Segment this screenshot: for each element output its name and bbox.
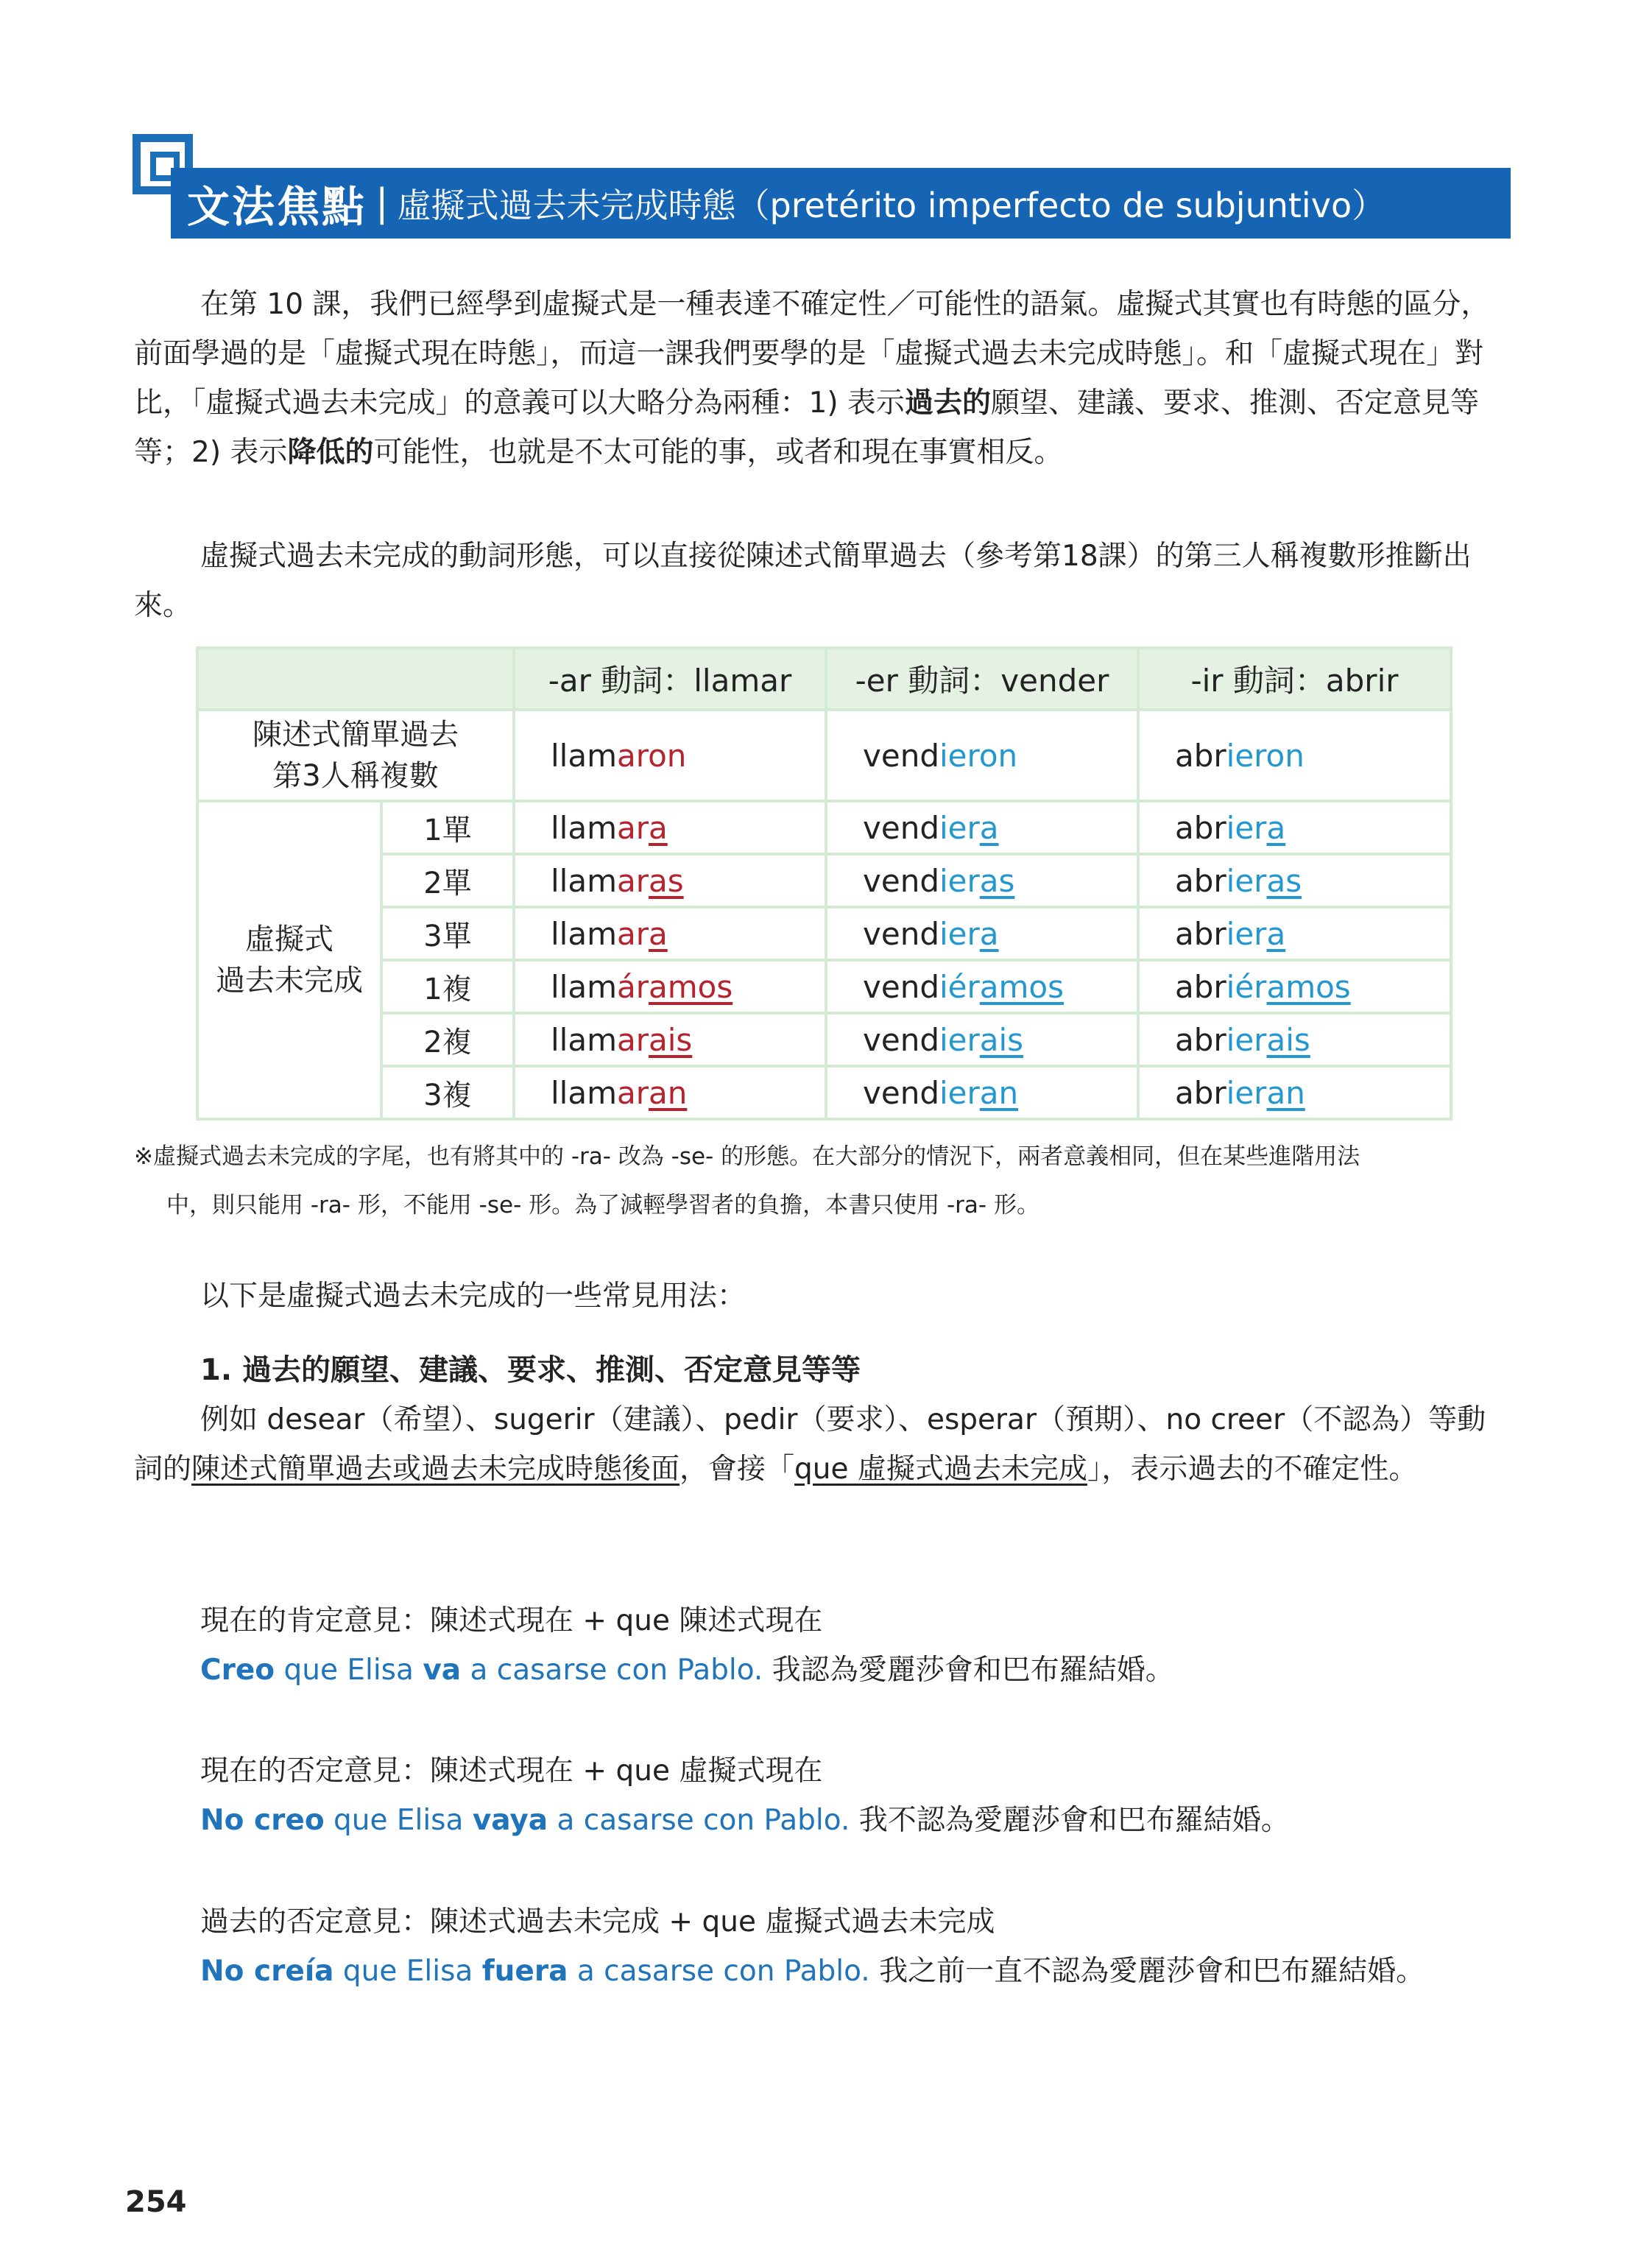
stem: llam bbox=[551, 968, 617, 1005]
form-ir bbox=[1138, 854, 1451, 907]
form-er bbox=[826, 960, 1138, 1013]
subjunctive-group-label bbox=[197, 801, 381, 1119]
footnote-line-2: 中，則只能用 -ra- 形，不能用 -se- 形。為了減輕學習者的負擔，本書只使用 -ra- 形。 bbox=[166, 1192, 1039, 1218]
footnote bbox=[134, 1132, 1518, 1230]
table-row bbox=[197, 1013, 1451, 1066]
stem: vend bbox=[863, 968, 939, 1005]
ending: ar bbox=[617, 862, 649, 899]
source-form-er bbox=[826, 710, 1138, 801]
stem: llam bbox=[551, 862, 617, 899]
intro-text-a: 在第 10 課，我們已經學到虛擬式是一種表達不確定性／可能性的語氣。虛擬式其實也有時態的區分，前面學過的是「虛擬式現在時態」，而這一課我們要學的是「虛擬式過去未完成時態」。和「虛擬式現在」對比，「虛擬式過去未完成」的意義可以大略分為兩種：1) 表示 bbox=[134, 288, 1490, 420]
stem: llam bbox=[551, 915, 617, 952]
ending: ier bbox=[1226, 1021, 1267, 1058]
example-text: a casarse con Pablo. bbox=[461, 1654, 763, 1687]
person-label: 1單 bbox=[381, 801, 514, 854]
intro-bold-reduced: 降低的 bbox=[287, 436, 374, 469]
source-form-ir bbox=[1138, 710, 1451, 801]
header-title: 文法焦點 bbox=[187, 182, 367, 232]
example-verb: va bbox=[423, 1654, 462, 1687]
stem: abr bbox=[1175, 1021, 1226, 1058]
suffix: an bbox=[1266, 1074, 1305, 1111]
table-row-source bbox=[197, 710, 1451, 801]
stem: vend bbox=[863, 915, 939, 952]
suffix: a bbox=[979, 809, 999, 846]
table-row bbox=[197, 854, 1451, 907]
table-header-er: -er 動詞：vender bbox=[826, 648, 1138, 710]
stem: abr bbox=[1175, 809, 1226, 846]
section-1-text-c: 」，表示過去的不確定性。 bbox=[1087, 1453, 1418, 1486]
example-3-sentence bbox=[200, 1947, 1425, 1996]
suffix: a bbox=[979, 915, 999, 952]
group-label-line2: 過去未完成 bbox=[216, 964, 363, 998]
ending: ar bbox=[617, 1021, 649, 1058]
source-label-line1: 陳述式簡單過去 bbox=[253, 718, 459, 752]
form-ar bbox=[514, 1066, 826, 1119]
ending: iér bbox=[939, 968, 980, 1005]
ending: ier bbox=[939, 1074, 980, 1111]
form-er bbox=[826, 1013, 1138, 1066]
stem: vend bbox=[863, 862, 939, 899]
stem: abr bbox=[1175, 968, 1226, 1005]
intro-text-d: 可能性，也就是不太可能的事，或者和現在事實相反。 bbox=[373, 436, 1063, 469]
table-header-row bbox=[197, 648, 1451, 710]
suffix: a bbox=[649, 915, 668, 952]
usage-intro: 以下是虛擬式過去未完成的一些常見用法： bbox=[200, 1280, 746, 1313]
header-subtitle: 虛擬式過去未完成時態（pretérito imperfecto de subjuntivo） bbox=[397, 186, 1386, 225]
page-number: 254 bbox=[125, 2185, 187, 2219]
example-text: que Elisa bbox=[275, 1654, 423, 1687]
suffix: amos bbox=[1266, 968, 1351, 1005]
ending: ier bbox=[1226, 862, 1267, 899]
stem: vend bbox=[863, 1074, 939, 1111]
form-ar bbox=[514, 907, 826, 960]
form-ar bbox=[514, 801, 826, 854]
example-text: que Elisa bbox=[324, 1804, 473, 1837]
example-text: a casarse con Pablo. bbox=[548, 1804, 850, 1837]
stem: abr bbox=[1175, 737, 1226, 774]
group-label-line1: 虛擬式 bbox=[245, 923, 333, 956]
section-header bbox=[171, 168, 1511, 239]
ending: ar bbox=[617, 1074, 649, 1111]
section-1-text-a: 例如 desear（希望）、sugerir（建議）、pedir（要求）、esperar（預期）、no creer（不認為）等動詞的 bbox=[134, 1403, 1486, 1486]
source-form-ar bbox=[514, 710, 826, 801]
stem: llam bbox=[551, 1074, 617, 1111]
table-row bbox=[197, 960, 1451, 1013]
intro-paragraph-2: 虛擬式過去未完成的動詞形態，可以直接從陳述式簡單過去（參考第18課）的第三人稱複數形推斷出來。 bbox=[134, 540, 1472, 622]
suffix: ais bbox=[979, 1021, 1024, 1058]
suffix: as bbox=[649, 862, 684, 899]
ending: ier bbox=[939, 1021, 980, 1058]
ending: aron bbox=[617, 737, 687, 774]
form-ar bbox=[514, 854, 826, 907]
suffix: a bbox=[649, 809, 668, 846]
source-label-line2: 第3人稱複數 bbox=[272, 759, 439, 793]
suffix: a bbox=[1266, 915, 1286, 952]
form-er bbox=[826, 907, 1138, 960]
ending: ier bbox=[939, 809, 980, 846]
example-translation: 我之前一直不認為愛麗莎會和巴布羅結婚。 bbox=[869, 1955, 1425, 1988]
example-text: a casarse con Pablo. bbox=[568, 1955, 870, 1988]
ending: ier bbox=[939, 862, 980, 899]
stem: vend bbox=[863, 1021, 939, 1058]
section-1-heading: 1. 過去的願望、建議、要求、推測、否定意見等等 bbox=[200, 1353, 861, 1387]
person-label: 1複 bbox=[381, 960, 514, 1013]
form-er bbox=[826, 1066, 1138, 1119]
section-1-text bbox=[134, 1395, 1511, 1494]
stem: abr bbox=[1175, 1074, 1226, 1111]
footnote-line-1: ※虛擬式過去未完成的字尾，也有將其中的 -ra- 改為 -se- 的形態。在大部分的情況下，兩者意義相同，但在某些進階用法 bbox=[134, 1143, 1360, 1170]
section-1-underlined-1: 陳述式簡單過去或過去未完成時態後面 bbox=[191, 1453, 680, 1486]
section-1-text-b: ，會接「 bbox=[679, 1453, 795, 1486]
form-ir bbox=[1138, 960, 1451, 1013]
section-1-underlined-2: que 虛擬式過去未完成 bbox=[794, 1453, 1087, 1486]
stem: llam bbox=[551, 737, 617, 774]
intro-paragraph-1 bbox=[134, 280, 1511, 477]
ending: ieron bbox=[939, 737, 1018, 774]
conjugation-table bbox=[196, 646, 1452, 1121]
ending: ier bbox=[1226, 1074, 1267, 1111]
suffix: an bbox=[979, 1074, 1019, 1111]
form-ir bbox=[1138, 907, 1451, 960]
table-row bbox=[197, 801, 1451, 854]
header-separator: | bbox=[375, 181, 389, 225]
example-translation: 我認為愛麗莎會和巴布羅結婚。 bbox=[763, 1654, 1174, 1687]
ending: ier bbox=[939, 915, 980, 952]
ending: ieron bbox=[1226, 737, 1305, 774]
form-ir bbox=[1138, 1013, 1451, 1066]
suffix: amos bbox=[649, 968, 733, 1005]
stem: llam bbox=[551, 1021, 617, 1058]
form-ir bbox=[1138, 1066, 1451, 1119]
form-ar bbox=[514, 1013, 826, 1066]
example-2-sentence bbox=[200, 1796, 1290, 1845]
intro-bold-past: 過去的 bbox=[904, 387, 991, 420]
ending: iér bbox=[1226, 968, 1267, 1005]
form-er bbox=[826, 854, 1138, 907]
example-1-sentence bbox=[200, 1646, 1174, 1695]
suffix: a bbox=[1266, 809, 1286, 846]
stem: abr bbox=[1175, 862, 1226, 899]
ending: ár bbox=[617, 968, 649, 1005]
person-label: 2單 bbox=[381, 854, 514, 907]
table-row bbox=[197, 907, 1451, 960]
intro-text-c: 願望、建議、要求、推測、否定意見等等；2) 表示 bbox=[134, 387, 1479, 469]
ending: ar bbox=[617, 809, 649, 846]
example-3-label: 過去的否定意見：陳述式過去未完成 + que 虛擬式過去未完成 bbox=[200, 1905, 995, 1939]
suffix: as bbox=[1266, 862, 1302, 899]
example-1-label: 現在的肯定意見：陳述式現在 + que 陳述式現在 bbox=[200, 1604, 823, 1637]
suffix: ais bbox=[1266, 1021, 1310, 1058]
example-text: que Elisa bbox=[333, 1955, 482, 1988]
source-label bbox=[197, 710, 514, 801]
table-row bbox=[197, 1066, 1451, 1119]
example-verb: vaya bbox=[472, 1804, 548, 1837]
example-verb: fuera bbox=[481, 1955, 568, 1988]
ending: ier bbox=[1226, 915, 1267, 952]
example-verb: Creo bbox=[200, 1654, 275, 1687]
example-verb: No creía bbox=[200, 1955, 334, 1988]
table-header-empty bbox=[197, 648, 514, 710]
table-header-ir: -ir 動詞：abrir bbox=[1138, 648, 1451, 710]
form-ir bbox=[1138, 801, 1451, 854]
form-ar bbox=[514, 960, 826, 1013]
person-label: 3複 bbox=[381, 1066, 514, 1119]
person-label: 2複 bbox=[381, 1013, 514, 1066]
suffix: an bbox=[649, 1074, 688, 1111]
suffix: as bbox=[979, 862, 1015, 899]
example-translation: 我不認為愛麗莎會和巴布羅結婚。 bbox=[850, 1804, 1290, 1837]
ending: ier bbox=[1226, 809, 1267, 846]
example-verb: No creo bbox=[200, 1804, 325, 1837]
table-header-ar: -ar 動詞：llamar bbox=[514, 648, 826, 710]
suffix: amos bbox=[979, 968, 1064, 1005]
stem: abr bbox=[1175, 915, 1226, 952]
person-label: 3單 bbox=[381, 907, 514, 960]
stem: vend bbox=[863, 737, 939, 774]
suffix: ais bbox=[649, 1021, 693, 1058]
form-er bbox=[826, 801, 1138, 854]
example-2-label: 現在的否定意見：陳述式現在 + que 虛擬式現在 bbox=[200, 1754, 823, 1788]
ending: ar bbox=[617, 915, 649, 952]
stem: vend bbox=[863, 809, 939, 846]
stem: llam bbox=[551, 809, 617, 846]
